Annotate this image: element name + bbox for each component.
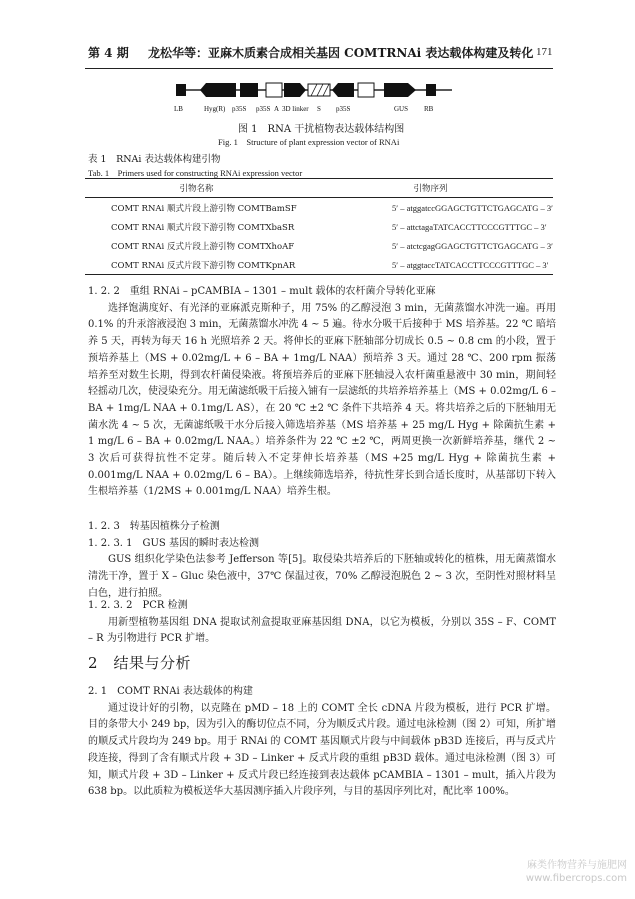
primer-name-cell: COMT RNAi 顺式片段上游引物 COMTBamSF <box>111 203 297 214</box>
watermark-line-2: www.fibercrops.com <box>525 873 627 884</box>
vector-map-figure <box>170 80 470 116</box>
label-lb: LB <box>174 105 183 113</box>
p35s-promoter-1 <box>240 83 258 97</box>
section-1-2-3 <box>88 519 556 603</box>
subsection-heading-1-2-3-2: 1. 2. 3. 2 PCR 检测 <box>88 600 188 611</box>
page-number: 171 <box>536 46 553 58</box>
gus-gene-arrow <box>384 83 416 97</box>
issue-number: 第 4 期 <box>88 46 129 60</box>
table-row <box>85 236 553 255</box>
paragraph-pcr: 用新型植物基因组 DNA 提取试剂盒提取亚麻基因组 DNA，以它为模板，分别以 35S – F、COMT – R 为引物进行 PCR 扩增。 <box>88 616 556 645</box>
label-s: S <box>317 105 321 113</box>
primer-seq-cell: 5′ – atggtaccTATCACCTTCCCGTTTGC – 3′ <box>308 255 553 275</box>
primer-name-cell: COMT RNAi 反式片段上游引物 COMTXhoAF <box>111 241 295 252</box>
label-p35s-2: p35S <box>256 105 271 113</box>
primer-seq-cell: 5′ – atctcgagGGAGCTGTTCTGAGCATG – 3′ <box>392 240 553 251</box>
table-row <box>85 217 553 236</box>
primer-seq-cell: 5′ – atggatccGGAGCTGTTCTGAGCATG – 3′ <box>392 202 553 213</box>
paragraph-gus-assay: GUS 组织化学染色法参考 Jefferson 等[5]。取侵染共培养后的下胚轴或转化的植株，用无菌蒸馏水清洗干净，置于 X – Gluc 染色液中，37℃ 保温过夜，70% 乙醇浸泡脱色 2 ~ 3 次，至阴性对照材料呈白色，进行拍照。 <box>88 554 556 599</box>
table-row <box>85 255 553 275</box>
figure1-caption-en: Fig. 1 Structure of plant expression vector of RNAi <box>218 137 400 147</box>
label-p35s-3: p35S <box>336 105 351 113</box>
hyg-gene-arrow <box>200 83 236 97</box>
table1-caption-cn: 表 1 RNAi 表达载体构建引物 <box>88 154 221 165</box>
primer-seq-cell: 5′ – attctagaTATCACCTTCCCGTTTGC – 3′ <box>392 221 547 232</box>
label-a: A <box>274 105 280 113</box>
table-header-row <box>85 179 553 198</box>
section-1-2-3-2 <box>88 598 556 648</box>
subsection-heading-2-1: 2. 1 COMT RNAi 表达载体的构建 <box>88 686 253 697</box>
figure1-caption-cn: 图 1 RNA 干扰植物表达载体结构图 <box>238 124 405 135</box>
column-header-primer-name: 引物名称 <box>85 179 308 198</box>
running-title: 龙松华等：亚麻木质素合成相关基因 COMTRNAi 表达载体构建及转化 <box>148 46 534 60</box>
label-3d-linker: 3D linker <box>282 105 309 113</box>
rb-border-block <box>426 84 436 96</box>
header-rule <box>85 68 553 69</box>
label-hyg: Hyg(R) <box>204 105 226 113</box>
table-row <box>85 198 553 218</box>
section-heading-1-2-3: 1. 2. 3 转基因植株分子检测 <box>88 521 220 532</box>
p35s-promoter-3 <box>358 83 374 97</box>
paragraph-transformation: 选择饱满度好、有光泽的亚麻派克斯种子，用 75% 的乙醇浸泡 3 min，无菌蒸馏水冲洗一遍。再用 0.1% 的升汞溶液浸泡 3 min，无菌蒸馏水冲洗 4 ~ 5 遍。待水分吸干后接种于 MS 培养基。22 ℃ 暗培养 5 天，再转为每天 16 h 光照培养 2 天。将伸长的亚麻下胚轴部分切成长 0.5 ~ 0.8 cm 的小段，置于预培养基上（MS + 0.02mg/L + 6 – BA + 1mg/L NAA）预培养 3 天。通过 28 ℃、200 rpm 振荡培养至对数生长期，得到农杆菌侵染液。将预培养后的亚麻下胚轴浸入农杆菌重悬液中 30 min，期间轻轻摇动几次，使浸染充分。用无菌滤纸吸干后接入铺有一层滤纸的共培养培养基上（MS + 0.02mg/L 6 – BA + 1mg/L NAA + 0.1mg/L AS），在 20 ℃ ±2 ℃ 条件下共培养 4 天。将共培养之后的下胚轴用无菌水洗 4 ~ 5 次，无菌滤纸吸干水分后接入筛选培养基（MS 培养基 + 25 mg/L Hyg + 除菌抗生素 + 1 mg/L 6 – BA + 0.02mg/L NAA。）培养条件为 22 ℃ ±2 ℃，两周更换一次新鲜培养基，继代 2 ~ 3 次后可获得抗性不定芽。随后转入不定芽伸长培养基（MS +25 mg/L Hyg + 除菌抗生素 + 0.001mg/L NAA + 0.02mg/L 6 – BA）。上继续筛选培养，待抗性芽长到合适长度时，从基部切下转入生根培养基（1/2MS + 0.001mg/L NAA）培养生根。 <box>88 302 556 498</box>
primer-table <box>85 178 553 275</box>
p35s-promoter-2 <box>266 83 282 97</box>
label-p35s-1: p35S <box>232 105 247 113</box>
site-watermark <box>526 859 627 885</box>
section-heading-1-2-2: 1. 2. 2 重组 RNAi – pCAMBIA – 1301 – mult 载体的农杆菌介导转化亚麻 <box>88 286 436 297</box>
section-2-1 <box>88 684 556 801</box>
label-gus: GUS <box>394 105 409 113</box>
antisense-fragment-arrow <box>284 83 306 97</box>
primer-name-cell: COMT RNAi 反式片段下游引物 COMTKpnAR <box>85 255 308 275</box>
lb-border-block <box>176 84 186 96</box>
watermark-line-1: 麻类作物营养与施肥网 <box>527 860 627 871</box>
sense-fragment-arrow <box>332 83 354 97</box>
section-heading-results: 2 结果与分析 <box>88 654 192 672</box>
table1-caption-en: Tab. 1 Primers used for constructing RNAi expression vector <box>88 168 303 178</box>
label-rb: RB <box>424 105 434 113</box>
subsection-heading-1-2-3-1: 1. 2. 3. 1 GUS 基因的瞬时表达检测 <box>88 537 259 549</box>
primer-name-cell: COMT RNAi 顺式片段下游引物 COMTXbaSR <box>111 222 295 233</box>
column-header-primer-seq: 引物序列 <box>308 179 553 198</box>
linker-3d-block <box>308 84 330 96</box>
section-1-2-2 <box>88 284 556 501</box>
paragraph-vector-construction: 通过设计好的引物，以克隆在 pMD – 18 上的 COMT 全长 cDNA 片段为模板，进行 PCR 扩增。目的条带大小 249 bp，因为引入的酶切位点不同，分为顺反式片段。通过电泳检测（图 2）可知，所扩增的顺反式片段均为 249 bp。用于 RNAi 的 COMT 基因顺式片段与中间载体 pB3D 连接后，再与反式片段连接，得到了含有顺式片段 + 3D – Linker + 反式片段的重组 pB3D 载体。通过电泳检测（图 3）可知，顺式片段 + 3D – Linker + 反式片段已经连接到表达载体 pCAMBIA – 1301 – mult，插入片段为 638 bp。以此质粒为模板送华大基因测序插入片段序列，与目的基因序列比对，配比率 100%。 <box>88 702 556 798</box>
